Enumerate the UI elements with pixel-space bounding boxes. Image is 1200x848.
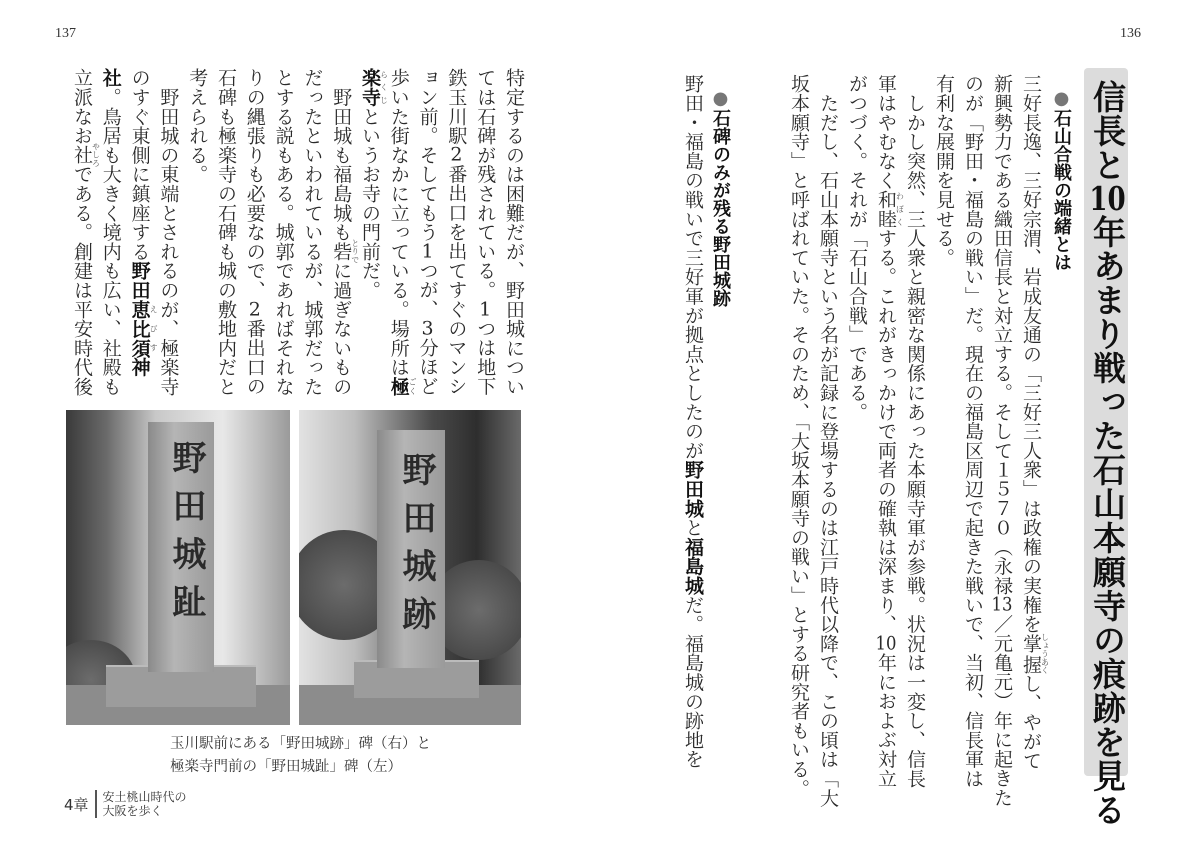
text-column <box>872 74 904 788</box>
text-run: つは地下 <box>474 318 497 396</box>
stone-inscription: 野田城趾 <box>166 440 206 632</box>
text-run: に過ぎないもの <box>330 261 353 397</box>
text-run: 10 <box>1089 182 1126 215</box>
text-column <box>442 68 470 396</box>
text-run: 立派なお <box>71 68 93 146</box>
text-run: のが「野田・福島の戦い」だ。現在の福島区周辺で起きた戦いで、当初、信長軍は <box>962 74 984 789</box>
text-column <box>471 68 499 396</box>
text-column <box>500 68 528 396</box>
footer-divider <box>95 790 97 818</box>
chapter-title-line-1: 安土桃山時代の <box>102 790 187 804</box>
text-column <box>327 68 359 396</box>
bullet-icon: ● <box>710 88 731 109</box>
text-column <box>959 74 987 788</box>
text-column <box>154 68 182 396</box>
text-run: 1 <box>479 299 492 319</box>
bold-text: 神 <box>128 357 151 377</box>
text-run: 掌握しょうあく <box>1020 632 1050 675</box>
text-run: ただし、石山本願寺という名が記録に登場するのは江戸時代以降で、この頃は「大 <box>817 74 839 808</box>
bold-text: 社 <box>99 68 122 88</box>
text-run: りの縄張りも必要なので、 <box>243 68 266 300</box>
text-run: 砦とりで <box>330 238 360 264</box>
bold-text: 野田 <box>128 261 151 300</box>
text-column <box>183 68 211 184</box>
text-run: 年におよぶ対立 <box>875 652 897 788</box>
text-run: する。これがきっかけで両者の確執は深まり、 <box>875 228 897 634</box>
text-column <box>68 68 100 396</box>
text-run: 信長と <box>1088 80 1127 182</box>
text-run: 。鳥居も大きく境内も広い、社殿も <box>99 87 122 397</box>
photo-caption <box>170 733 431 779</box>
text-run: だ。福島城の跡地を <box>682 595 704 769</box>
text-column <box>414 68 442 396</box>
text-run: つが、 <box>416 260 439 319</box>
text-run: 2 <box>450 145 463 165</box>
text-run: 番出口を出てすぐのマンシ <box>445 164 468 396</box>
text-run: 有利な展開を見せる。 <box>933 74 955 267</box>
text-run: だったといわれているが、城郭だった <box>301 68 324 397</box>
text-run: である。創建は平安時代後 <box>71 164 93 397</box>
text-run: ョン前。そしてもう <box>416 68 439 242</box>
text-run: 歩いた街なかに立っている。場所は <box>387 68 410 377</box>
stone-inscription: 野田城跡 <box>396 452 436 644</box>
text-column <box>126 68 158 377</box>
text-column <box>988 74 1016 807</box>
photo-tamagawa-stone <box>299 410 521 725</box>
chapter-title <box>103 790 187 818</box>
caption-line-2: 極楽寺門前の「野田城趾」碑（左） <box>170 759 402 775</box>
text-run: 3 <box>421 318 434 338</box>
text-run: 野田城も福島城も <box>330 68 353 242</box>
text-run: がつづく。それが「石山合戦」である。 <box>846 74 868 422</box>
bold-text: 野田城 <box>682 460 704 518</box>
bold-text: 恵比須えびす <box>128 299 159 358</box>
text-run: 野田・福島の戦いで三好軍が拠点としたのが <box>682 74 704 460</box>
text-column <box>814 74 842 807</box>
text-run: 考えられる。 <box>186 68 209 184</box>
chapter-number: 4章 <box>64 795 89 814</box>
running-footer <box>64 790 187 818</box>
text-run: 年あまり戦った石山本願寺の痕跡を見る <box>1088 215 1127 827</box>
text-run: 番出口の <box>243 318 266 396</box>
section-heading-2-text: 石碑のみが残る野田城跡 <box>710 109 731 307</box>
text-column <box>270 68 298 396</box>
text-column <box>356 68 388 300</box>
text-column <box>843 74 871 421</box>
chapter-title-line-2: 大阪を歩く <box>102 804 163 818</box>
text-run: 13 <box>991 595 1013 615</box>
text-run: しかし突然、三人衆と親密な関係にあった本願寺軍が参戦。状況は一変し、信長 <box>904 74 926 789</box>
text-run: し、やがて <box>1020 673 1042 771</box>
text-run: 10 <box>875 633 897 653</box>
photo-gokurakuji-stone <box>66 410 290 725</box>
text-run: 鉄玉川駅 <box>445 68 468 146</box>
text-column <box>1017 74 1049 770</box>
page-number-right: 136 <box>1120 26 1141 41</box>
section-heading-1 <box>1048 88 1074 271</box>
text-column <box>679 74 707 769</box>
text-column <box>298 68 326 396</box>
text-run: のすぐ東側に鎮座する <box>128 68 151 261</box>
text-run: 特定するのは困難だが、野田城につい <box>503 68 525 397</box>
text-run: 分ほど <box>416 337 439 396</box>
text-run: 1 <box>421 241 434 261</box>
text-column <box>385 68 417 396</box>
section-heading-1-text: 石山合戦の端緒とは <box>1051 109 1072 271</box>
bold-text: 極ごく <box>387 376 418 397</box>
text-run: 2 <box>248 299 261 319</box>
text-column <box>785 74 813 798</box>
text-column <box>901 74 929 788</box>
text-run: 野田城の東端とされるのが、極楽寺 <box>157 68 180 397</box>
text-run: 坂本願寺」と呼ばれていた。そのため、「大坂本願寺の戦い」とする研究者もいる。 <box>788 74 810 798</box>
text-run: 軍はやむなく <box>875 74 897 190</box>
text-run: 新興勢力である織田信長と対立する。そして１５７０（永禄 <box>991 74 1013 596</box>
text-run: 和睦わぼく <box>875 189 905 229</box>
bullet-icon: ● <box>1051 88 1072 109</box>
text-run: 社やしろ <box>71 142 101 168</box>
section-heading-2 <box>707 88 733 307</box>
bold-text: 福島城 <box>682 537 704 596</box>
article-title <box>1088 80 1126 827</box>
text-column <box>97 68 125 396</box>
text-run: 石碑も極楽寺の石碑も城の敷地内だと <box>215 68 237 397</box>
text-column <box>212 68 240 396</box>
bold-text: 楽寺らくじ <box>359 68 389 107</box>
text-run: ／元亀元）年に起きた <box>991 614 1013 808</box>
text-column <box>930 74 958 267</box>
text-run: というお寺の門前だ。 <box>359 106 381 300</box>
text-run: と <box>682 517 704 538</box>
text-run: とする説もある。城郭であればそれな <box>272 68 295 397</box>
caption-line-1: 玉川駅前にある「野田城跡」碑（右）と <box>170 736 431 752</box>
text-run: ては石碑が残されている。 <box>474 68 497 300</box>
text-run: 三好長逸、三好宗渭、岩成友通の「三好三人衆」は政権の実権を <box>1020 74 1042 634</box>
text-column <box>241 68 269 396</box>
page-number-left: 137 <box>55 26 76 41</box>
